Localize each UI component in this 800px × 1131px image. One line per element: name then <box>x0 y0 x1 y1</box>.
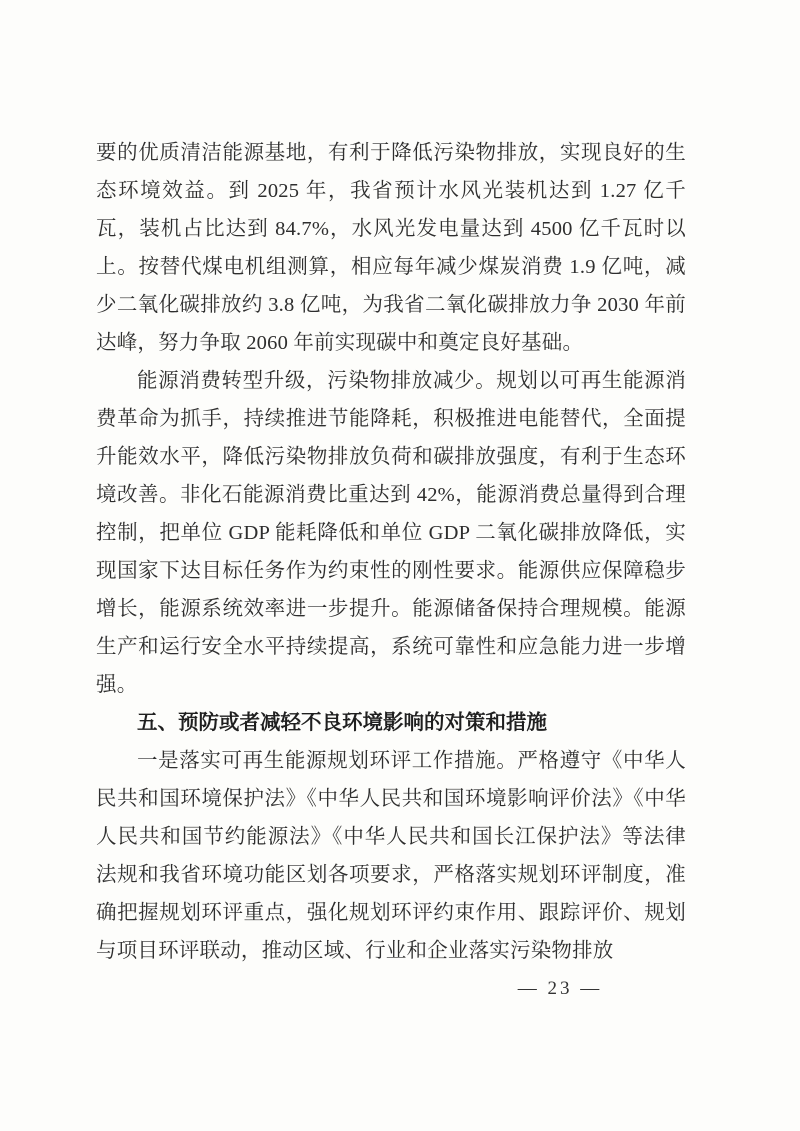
page-number-label: — 23 — <box>517 978 603 999</box>
page-number <box>0 978 800 1000</box>
page-text-body <box>96 134 686 970</box>
paragraph-measures: 一是落实可再生能源规划环评工作措施。严格遵守《中华人民共和国环境保护法》《中华人民共和国环境影响评价法》《中华人民共和国节约能源法》《中华人民共和国长江保护法》等法律法规和我省环境功能区划各项要求，严格落实规划环评制度，准确把握规划环评重点，强化规划环评约束作用、跟踪评价、规划与项目环评联动，推动区域、行业和企业落实污染物排放 <box>96 750 686 962</box>
paragraph-energy-consumption: 能源消费转型升级，污染物排放减少。规划以可再生能源消费革命为抓手，持续推进节能降耗，积极推进电能替代，全面提升能效水平，降低污染物排放负荷和碳排放强度，有利于生态环境改善。非化石能源消费比重达到 42%，能源消费总量得到合理控制，把单位 GDP 能耗降低和单位 GDP 二氧化碳排放降低，实现国家下达目标任务作为约束性的刚性要求。能源供应保障稳步增长，能源系统效率进一步提升。能源储备保持合理规模。能源生产和运行安全水平持续提高，系统可靠性和应急能力进一步增强。 <box>96 370 686 696</box>
paragraph-continued: 要的优质清洁能源基地，有利于降低污染物排放，实现良好的生态环境效益。到 2025 年，我省预计水风光装机达到 1.27 亿千瓦，装机占比达到 84.7%，水风光发电量达到 4500 亿千瓦时以上。按替代煤电机组测算，相应每年减少煤炭消费 1.9 亿吨，减少二氧化碳排放约 3.8 亿吨，为我省二氧化碳排放力争 2030 年前达峰，努力争取 2060 年前实现碳中和奠定良好基础。 <box>96 142 686 354</box>
section-heading-five: 五、预防或者减轻不良环境影响的对策和措施 <box>137 711 547 734</box>
